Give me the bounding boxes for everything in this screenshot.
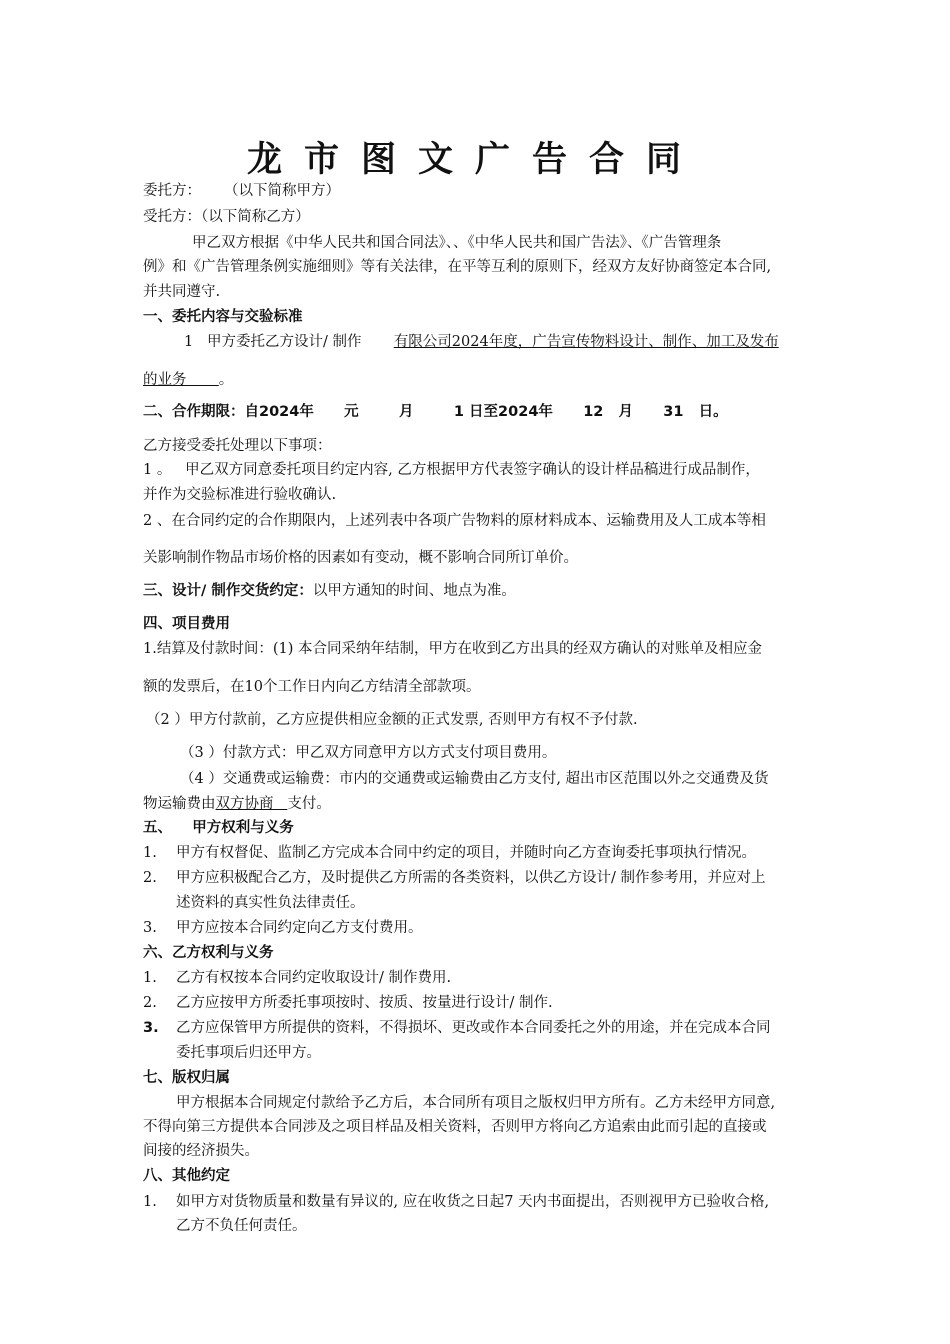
section-7-line-2: 不得向第三方提供本合同涉及之项目样品及相关资料，否则甲方将向乙方追索由此而引起的直接或 xyxy=(143,1119,767,1135)
section-7-line-3: 间接的经济损失。 xyxy=(143,1143,259,1159)
section-5-item-1-number: 1. xyxy=(143,845,157,861)
section-3-text: 以甲方通知的时间、地点为准。 xyxy=(312,583,516,599)
section-4-p4-line-2 xyxy=(143,794,331,814)
section-1-item-line-2-end: 。 xyxy=(218,372,234,388)
section-5-item-2-line-2: 述资料的真实性负法律责任。 xyxy=(176,895,365,911)
section-1-heading: 一、委托内容与交验标准 xyxy=(143,309,303,325)
section-4-p4-underlined: 双方协商 xyxy=(215,796,288,812)
document-title: 龙市图文广告合同 xyxy=(246,140,703,180)
section-6-item-2-line-1: 乙方应按甲方所委托事项按时、按质、按量进行设计/ 制作. xyxy=(176,995,553,1011)
party-a-line: 委托方： （以下简称甲方） xyxy=(143,183,341,199)
section-1-item-line-2 xyxy=(143,370,233,390)
section-2-item-2-line-2: 关影响制作物品市场价格的因素如有变动，概不影响合同所订单价。 xyxy=(143,550,578,566)
section-4-p4-a: 物运输费由 xyxy=(143,796,216,812)
section-1-item-underlined: 有限公司2024年度，广告宣传物料设计、制作、加工及发布 xyxy=(393,334,779,350)
section-6-item-3-line-1: 乙方应保管甲方所提供的资料，不得损坏、更改或作本合同委托之外的用途，并在完成本合同 xyxy=(176,1020,771,1036)
preamble-line-3: 并共同遵守. xyxy=(143,284,221,300)
section-2-intro: 乙方接受委托处理以下事项： xyxy=(143,438,332,454)
section-4-p4-line-1: （4 ）交通费或运输费：市内的交通费或运输费由乙方支付, 超出市区范围以外之交通费及货 xyxy=(180,771,769,787)
section-2-item-1-line-1: 1 。 甲乙双方同意委托项目约定内容, 乙方根据甲方代表签字确认的设计样品稿进行成品制作， xyxy=(143,462,760,478)
section-4-p1-line-1: 1.结算及付款时间：(1) 本合同采纳年结制，甲方在收到乙方出具的经双方确认的对账单及相应金 xyxy=(143,641,762,657)
section-5-item-3-number: 3. xyxy=(143,920,157,936)
section-8-item-1-number: 1. xyxy=(143,1194,157,1210)
section-1-item-line-2-underlined: 的业务 xyxy=(143,372,219,388)
section-6-item-1-number: 1. xyxy=(143,970,157,986)
section-7-heading: 七、版权归属 xyxy=(143,1070,230,1086)
section-6-item-3-number: 3. xyxy=(143,1020,159,1036)
section-6-item-1-line-1: 乙方有权按本合同约定收取设计/ 制作费用. xyxy=(176,970,452,986)
section-5-item-1-line-1: 甲方有权督促、监制乙方完成本合同中约定的项目，并随时向乙方查询委托事项执行情况。 xyxy=(176,845,756,861)
section-2-heading: 二、合作期限：自2024年 元 月 1 日至2024年 12 月 31 日。 xyxy=(143,404,728,420)
party-b-line: 受托方：（以下简称乙方） xyxy=(143,209,310,225)
section-1-item xyxy=(184,332,779,352)
section-5-item-2-number: 2. xyxy=(143,870,157,886)
preamble-line-1: 甲乙双方根据《中华人民共和国合同法》、、《中华人民共和国广告法》、《广告管理条 xyxy=(192,235,722,251)
section-8-heading: 八、其他约定 xyxy=(143,1168,230,1184)
section-3 xyxy=(143,581,516,601)
section-5-heading: 五、 甲方权利与义务 xyxy=(143,820,294,836)
section-3-heading: 三、设计/ 制作交货约定： xyxy=(143,583,313,599)
section-4-p2: （2 ）甲方付款前，乙方应提供相应金额的正式发票, 否则甲方有权不予付款. xyxy=(146,712,638,728)
section-8-item-1-line-1: 如甲方对货物质量和数量有异议的, 应在收货之日起7 天内书面提出，否则视甲方已验收合格, xyxy=(176,1194,770,1210)
section-4-heading: 四、项目费用 xyxy=(143,616,230,632)
section-6-item-3-line-2: 委托事项后归还甲方。 xyxy=(176,1045,321,1061)
section-5-item-3-line-1: 甲方应按本合同约定向乙方支付费用。 xyxy=(176,920,423,936)
section-8-item-1-line-2: 乙方不负任何责任。 xyxy=(176,1218,307,1234)
section-6-item-2-number: 2. xyxy=(143,995,157,1011)
section-2-item-1-line-2: 并作为交验标准进行验收确认. xyxy=(143,487,337,503)
section-1-item-prefix: 1 甲方委托乙方设计/ 制作 xyxy=(184,334,394,350)
section-5-item-2-line-1: 甲方应积极配合乙方，及时提供乙方所需的各类资料，以供乙方设计/ 制作参考用，并应对上 xyxy=(176,870,766,886)
section-7-line-1: 甲方根据本合同规定付款给予乙方后，本合同所有项目之版权归甲方所有。乙方未经甲方同意, xyxy=(176,1095,776,1111)
section-6-heading: 六、乙方权利与义务 xyxy=(143,945,274,961)
section-4-p1-line-2: 额的发票后，在10个工作日内向乙方结清全部款项。 xyxy=(143,679,481,695)
preamble-line-2: 例》和《广告管理条例实施细则》等有关法律，在平等互利的原则下，经双方友好协商签定本合同, xyxy=(143,259,772,275)
section-4-p3: （3 ）付款方式：甲乙双方同意甲方以方式支付项目费用。 xyxy=(180,745,557,761)
section-4-p4-b: 支付。 xyxy=(287,796,331,812)
section-2-item-2-line-1: 2 、在合同约定的合作期限内，上述列表中各项广告物料的原材料成本、运输费用及人工成本等相 xyxy=(143,513,766,529)
